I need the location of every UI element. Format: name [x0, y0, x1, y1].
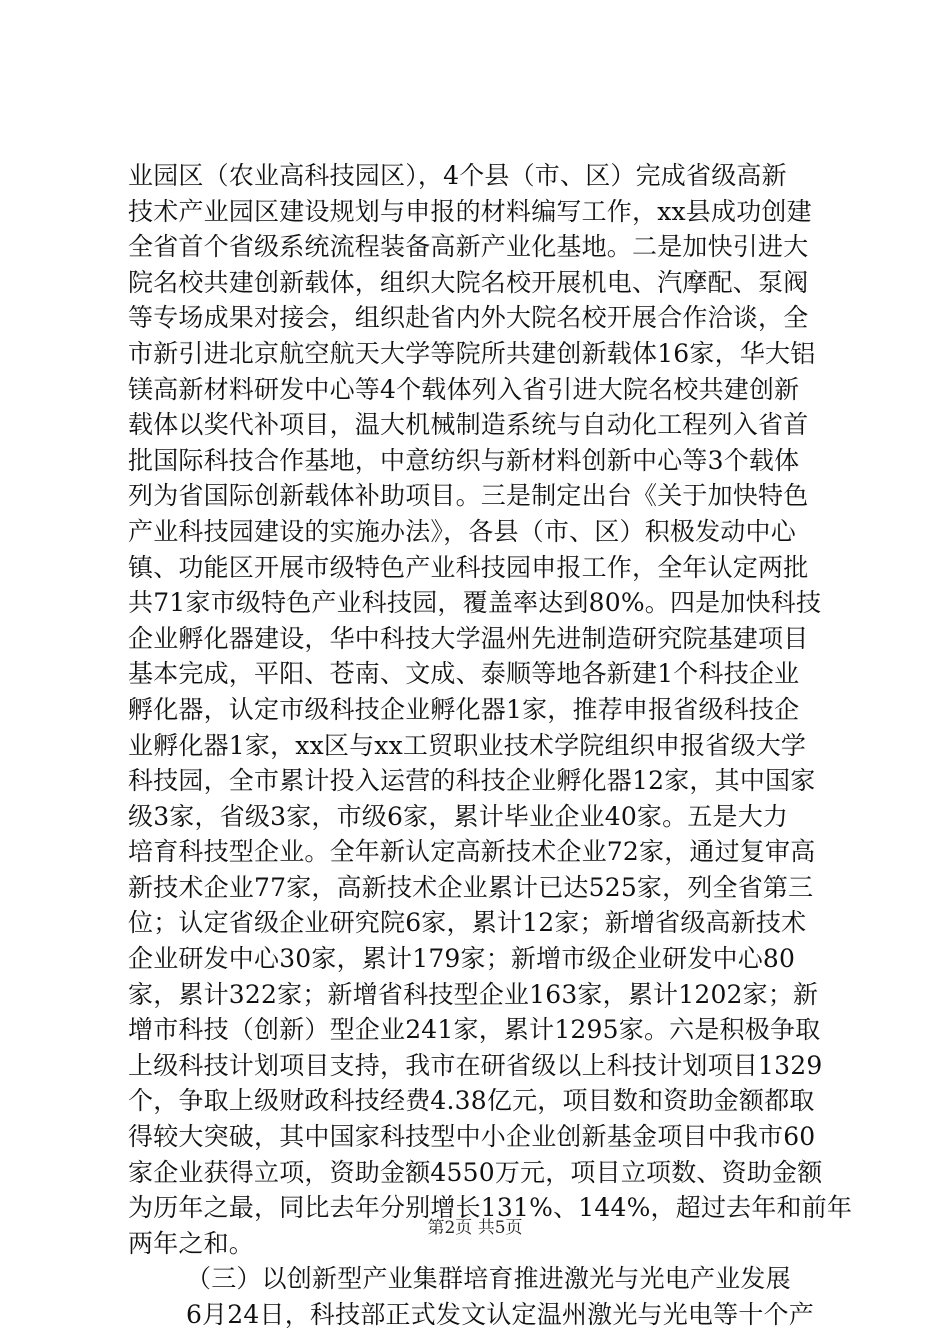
paragraph-line: 级3家，省级3家，市级6家，累计毕业企业40家。五是大力	[128, 801, 789, 831]
paragraph-line: 市新引进北京航空航天大学等院所共建创新载体16家，华大铝	[128, 338, 816, 368]
paragraph-line: 孵化器，认定市级科技企业孵化器1家，推荐申报省级科技企	[128, 694, 800, 724]
paragraph-line: 镇、功能区开展市级特色产业科技园申报工作，全年认定两批	[128, 552, 809, 582]
paragraph-line: 载体以奖代补项目，温大机械制造系统与自动化工程列入省首	[128, 410, 809, 440]
paragraph-line: 两年之和。	[128, 1228, 255, 1258]
paragraph-line: 全省首个省级系统流程装备高新产业化基地。二是加快引进大	[128, 232, 809, 262]
document-body	[128, 158, 853, 1333]
paragraph-line: 基本完成，平阳、苍南、文成、泰顺等地各新建1个科技企业	[128, 659, 800, 689]
paragraph-line: 企业孵化器建设，华中科技大学温州先进制造研究院基建项目	[128, 623, 809, 653]
paragraph-line: 6月24日，科技部正式发文认定温州激光与光电等十个产	[186, 1300, 814, 1329]
paragraph-line: 位；认定省级企业研究院6家，累计12家；新增省级高新技术	[128, 908, 807, 938]
paragraph-line: 新技术企业77家，高新技术企业累计已达525家，列全省第三	[128, 872, 814, 902]
paragraph-line: 产业科技园建设的实施办法》，各县（市、区）积极发动中心	[128, 516, 796, 546]
paragraph-line: 共71家市级特色产业科技园，覆盖率达到80%。四是加快科技	[128, 588, 822, 618]
paragraph-line: 家企业获得立项，资助金额4550万元，项目立项数、资助金额	[128, 1157, 823, 1187]
paragraph-line: 得较大突破，其中国家科技型中小企业创新基金项目中我市60	[128, 1122, 816, 1152]
paragraph-line: 技术产业园区建设规划与申报的材料编写工作，xx县成功创建	[128, 196, 812, 226]
section-heading: （三）以创新型产业集群培育推进激光与光电产业发展	[186, 1264, 791, 1294]
paragraph-line: 上级科技计划项目支持，我市在研省级以上科技计划项目1329	[128, 1050, 823, 1080]
paragraph-line: 列为省国际创新载体补助项目。三是制定出台《关于加快特色	[128, 481, 809, 511]
paragraph-line: 培育科技型企业。全年新认定高新技术企业72家，通过复审高	[128, 837, 816, 867]
paragraph-line: 批国际科技合作基地，中意纺织与新材料创新中心等3个载体	[128, 445, 800, 475]
paragraph-line: 个，争取上级财政科技经费4.38亿元，项目数和资助金额都取	[128, 1086, 815, 1116]
page-footer: 第2页 共5页	[427, 1218, 523, 1238]
paragraph-line: 增市科技（创新）型企业241家，累计1295家。六是积极争取	[128, 1015, 821, 1045]
paragraph-line: 科技园，全市累计投入运营的科技企业孵化器12家，其中国家	[128, 766, 816, 796]
paragraph-line: 等专场成果对接会，组织赴省内外大院名校开展合作洽谈，全	[128, 303, 809, 333]
paragraph-line: 业孵化器1家，xx区与xx工贸职业技术学院组织申报省级大学	[128, 730, 807, 760]
paragraph-line: 为历年之最，同比去年分别增长131%、144%，超过去年和前年	[128, 1193, 853, 1223]
paragraph-line: 家，累计322家；新增省科技型企业163家，累计1202家；新	[128, 979, 819, 1009]
paragraph-line: 业园区（农业高科技园区），4个县（市、区）完成省级高新	[128, 161, 787, 190]
paragraph-line: 企业研发中心30家，累计179家；新增市级企业研发中心80	[128, 944, 796, 974]
paragraph-line: 院名校共建创新载体，组织大院名校开展机电、汽摩配、泵阀	[128, 267, 809, 297]
paragraph-line: 镁高新材料研发中心等4个载体列入省引进大院名校共建创新	[128, 374, 800, 404]
